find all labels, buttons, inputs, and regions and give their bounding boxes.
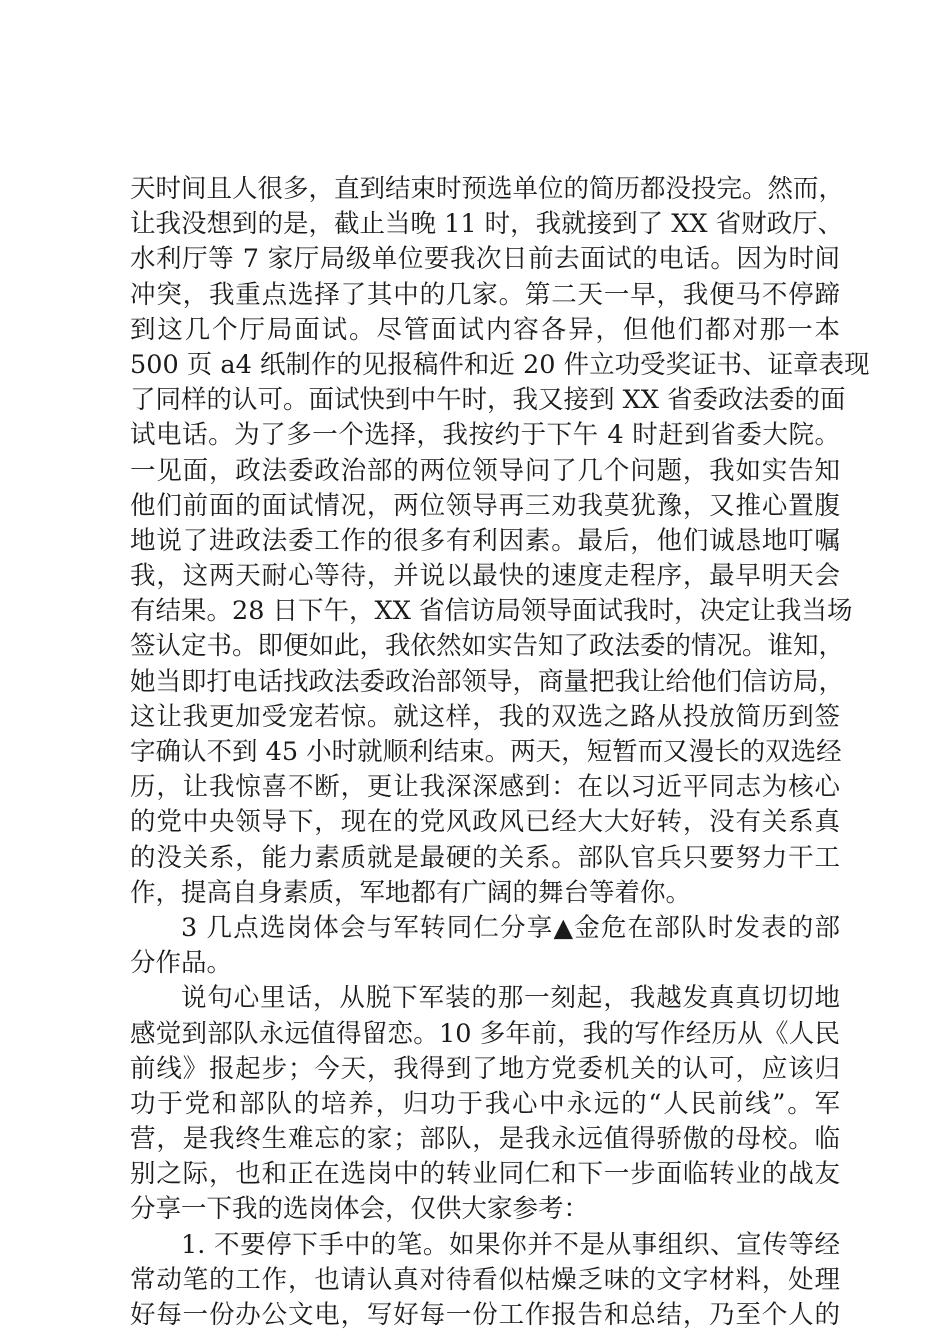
text-line: 一见面，政法委政治部的两位领导问了几个问题，我如实告知 — [130, 455, 840, 486]
text-line: 说句心里话，从脱下军装的那一刻起，我越发真真切切地 — [181, 983, 840, 1014]
paragraph-section-heading — [130, 911, 840, 981]
text-line: 了同样的认可。面试快到中午时，我又接到 XX 省委政法委的面 — [130, 385, 846, 416]
text-line: 分享一下我的选岗体会，仅供大家参考： — [130, 1194, 590, 1225]
text-line: 字确认不到 45 小时就顺利结束。两天，短暂而又漫长的双选经 — [130, 737, 842, 767]
text-line: 这让我更加受宠若惊。就这样，我的双选之路从投放简历到签 — [130, 701, 840, 732]
text-line: 别之际，也和正在选岗中的转业同仁和下一步面临转业的战友 — [130, 1159, 840, 1190]
text-line: 签认定书。即便如此，我依然如实告知了政法委的情况。谁知， — [130, 631, 845, 662]
paragraph-interview-experience — [130, 172, 870, 911]
text-line: 3 几点选岗体会与军转同仁分享▲金危在部队时发表的部 — [181, 912, 840, 943]
paragraph-reflection — [130, 981, 840, 1227]
text-line: 常动笔的工作，也请认真对待看似枯燥乏味的文字材料，处理 — [130, 1264, 840, 1295]
document-body — [130, 172, 870, 1333]
text-line: 作，提高自身素质，军地都有广阔的舞台等着你。 — [130, 877, 692, 908]
text-line: 的党中央领导下，现在的党风政风已经大大好转，没有关系真 — [130, 807, 840, 838]
text-line: 功于党和部队的培养，归功于我心中永远的“人民前线”。军 — [130, 1088, 840, 1119]
text-line: 天时间且人很多，直到结束时预选单位的简历都没投完。然而， — [130, 174, 845, 204]
text-line: 的没关系，能力素质就是最硬的关系。部队官兵只要努力干工 — [130, 842, 840, 873]
text-line: 他们前面的面试情况，两位领导再三劝我莫犹豫，又推心置腹 — [130, 490, 840, 521]
text-line: 有结果。28 日下午，XX 省信访局领导面试我时，决定让我当场 — [130, 596, 853, 627]
text-line: 让我没想到的是，截止当晚 11 时，我就接到了 XX 省财政厅、 — [130, 209, 844, 240]
text-line: 到这几个厅局面试。尽管面试内容各异，但他们都对那一本 — [130, 314, 840, 345]
text-line: 好每一份办公文电，写好每一份工作报告和总结，乃至个人的 — [130, 1300, 840, 1330]
text-line: 500 页 a4 纸制作的见报稿件和近 20 件立功受奖证书、证章表现 — [130, 349, 870, 380]
text-line: 她当即打电话找政法委政治部领导，商量把我让给他们信访局， — [130, 666, 845, 697]
text-line: 感觉到部队永远值得留恋。10 多年前，我的写作经历从《人民 — [130, 1018, 840, 1049]
text-line: 冲突，我重点选择了其中的几家。第二天一早，我便马不停蹄 — [130, 279, 840, 310]
paragraph-tip-1 — [130, 1228, 840, 1334]
text-line: 1. 不要停下手中的笔。如果你并不是从事组织、宣传等经 — [181, 1229, 840, 1260]
text-line: 水利厅等 7 家厅局级单位要我次日前去面试的电话。因为时间 — [130, 244, 840, 275]
text-line: 历，让我惊喜不断，更让我深深感到：在以习近平同志为核心 — [130, 772, 840, 803]
text-line: 我，这两天耐心等待，并说以最快的速度走程序，最早明天会 — [130, 561, 840, 592]
text-line: 试电话。为了多一个选择，我按约于下午 4 时赶到省委大院。 — [130, 420, 840, 451]
text-line: 前线》报起步；今天，我得到了地方党委机关的认可，应该归 — [130, 1053, 840, 1084]
text-line: 分作品。 — [130, 948, 233, 979]
text-line: 地说了进政法委工作的很多有利因素。最后，他们诚恳地叮嘱 — [130, 525, 840, 556]
text-line: 营，是我终生难忘的家；部队，是我永远值得骄傲的母校。临 — [130, 1124, 840, 1155]
